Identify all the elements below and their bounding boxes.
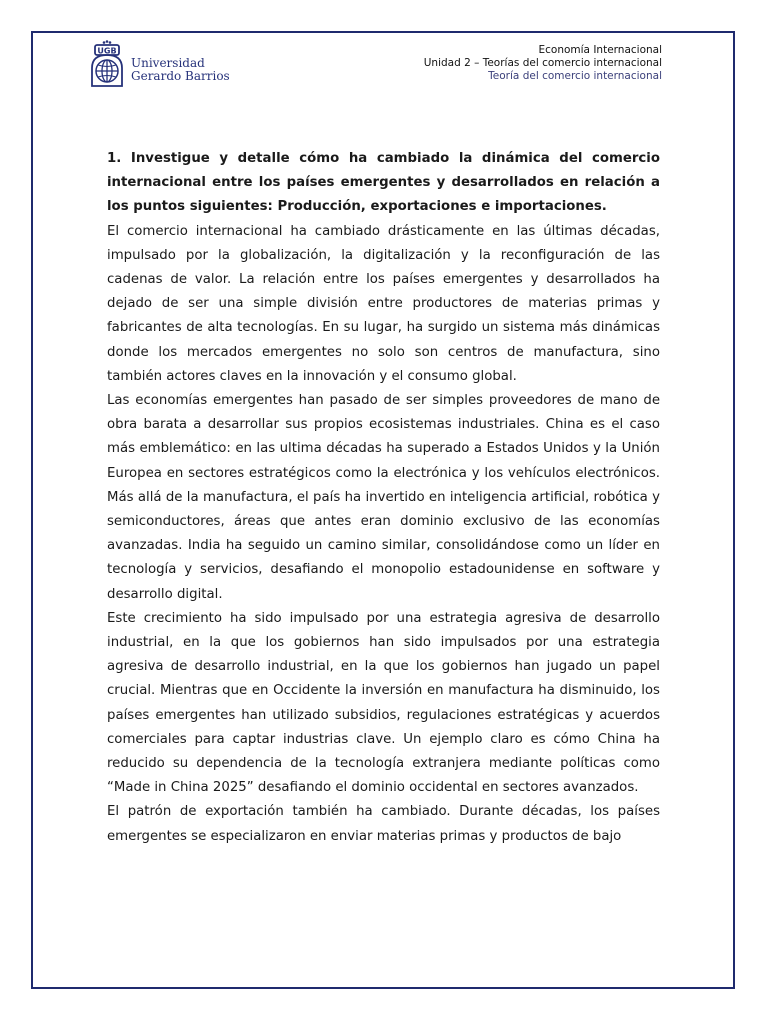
topic-title: Teoría del comercio internacional — [488, 70, 662, 82]
header-course-info — [424, 44, 662, 83]
paragraph-2: Las economías emergentes han pasado de ser simples proveedores de mano de obra barata a desarrollar sus propios ecosistemas industriales. China es el caso más emblemático: en las ultima décadas ha superado a Estados Unidos y la Unión Europea en sectores estratégicos como la electrónica y los vehículos electrónicos. Más allá de la manufactura, el país ha invertido en inteligencia artificial, robótica y semiconductores, áreas que antes eran dominio exclusivo de las economías avanzadas. India ha seguido un camino similar, consolidándose como un líder en tecnología y servicios, desafiando el monopolio estadounidense en software y desarrollo digital. — [107, 393, 660, 602]
logo-badge-text: UGB — [97, 46, 117, 56]
question-heading: 1. Investigue y detalle cómo ha cambiado la dinámica del comercio internacional entre los países emergentes y desarrollados en relación a los puntos siguientes: Producción, exportaciones e importaciones. — [107, 151, 660, 215]
paragraph-3: Este crecimiento ha sido impulsado por una estrategia agresiva de desarrollo industrial, en la que los gobiernos han sido impulsados por una estrategia agresiva de desarrollo industrial, en la que los gobiernos han jugado un papel crucial. Mientras que en Occidente la inversión en manufactura ha disminuido, los países emergentes han utilizado subsidios, regulaciones estratégicas y acuerdos comerciales para captar industrias clave. Un ejemplo claro es cómo China ha reducido su dependencia de la tecnología extranjera mediante políticas como “Made in China 2025” desafiando el dominio occidental en sectores avanzados. — [107, 610, 660, 796]
logo-line-2: Gerardo Barrios — [131, 69, 230, 83]
logo-wordmark — [131, 57, 230, 83]
paragraph-1: El comercio internacional ha cambiado drásticamente en las últimas décadas, impulsado por la globalización, la digitalización y la reconfiguración de las cadenas de valor. La relación entre los países emergentes y desarrollados ha dejado de ser una simple división entre productores de materias primas y fabricantes de alta tecnologías. En su lugar, ha surgido un sistema más dinámicas donde los mercados emergentes no solo son centros de manufactura, sino también actores claves en la innovación y el consumo global. — [107, 223, 660, 384]
university-logo — [88, 40, 230, 90]
university-crest-icon — [88, 40, 126, 90]
logo-line-1: Universidad — [131, 56, 205, 70]
page-header — [88, 40, 662, 90]
paragraph-4: El patrón de exportación también ha cambiado. Durante décadas, los países emergentes se especializaron en enviar materias primas y productos de bajo — [107, 804, 660, 844]
unit-title: Unidad 2 – Teorías del comercio internacional — [423, 57, 662, 69]
course-title: Economía Internacional — [538, 44, 662, 56]
document-body — [107, 147, 660, 849]
